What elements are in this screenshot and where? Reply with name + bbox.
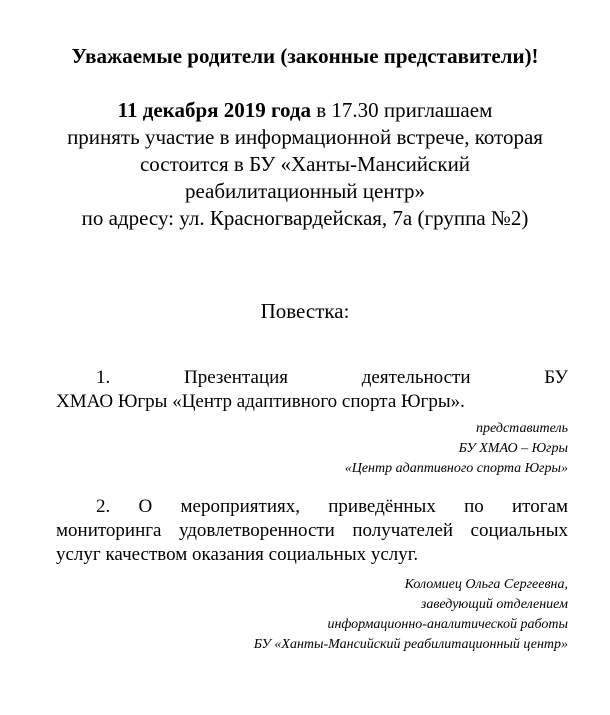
agenda-item-word: Презентация — [183, 367, 289, 388]
invitation-line-4: реабилитационный центр» — [184, 179, 426, 203]
agenda-item-1-line-2: ХМАО Югры «Центр адаптивного спорта Югры». — [56, 391, 465, 412]
agenda-item-2-line-1 — [56, 495, 568, 519]
agenda-item-2-line-2 — [56, 519, 568, 543]
agenda-item-word: итогам — [512, 496, 568, 517]
agenda-item-word: по — [464, 496, 484, 517]
speaker-line: информационно-аналитической работы — [327, 617, 568, 632]
agenda-item-number: 1. — [96, 367, 111, 388]
agenda-item-word: БУ — [544, 367, 568, 388]
speaker-line: Коломиец Ольга Сергеевна, — [404, 577, 568, 592]
meeting-address: по адресу: ул. Красногвардейская, 7а (группа №2) — [81, 206, 529, 230]
agenda-item-word: мероприятиях, — [180, 496, 300, 517]
agenda-item-word: приведённых — [328, 496, 436, 517]
speaker-line: представитель — [476, 421, 568, 436]
agenda-item-word: получателей — [352, 520, 454, 541]
speaker-line: БУ «Ханты-Мансийский реабилитационный центр» — [253, 637, 568, 652]
agenda-item-word: О — [138, 496, 153, 517]
agenda-item-word: деятельности — [361, 367, 471, 388]
invitation-line-3: состоится в БУ «Ханты-Мансийский — [139, 152, 471, 176]
speaker-line: заведующий отделением — [420, 597, 568, 612]
speaker-line: БУ ХМАО – Югры — [458, 441, 568, 456]
agenda-item-number: 2. — [96, 496, 111, 517]
meeting-date: 11 декабря 2019 года — [117, 98, 312, 122]
agenda-item-2-line-3: услуг качеством оказания социальных услуг. — [56, 544, 419, 565]
agenda-item-word: мониторинга — [56, 520, 162, 541]
notice-heading: Уважаемые родители (законные представители)! — [71, 44, 539, 68]
meeting-time: в 17.30 приглашаем — [311, 98, 493, 122]
agenda-item-1 — [56, 366, 568, 414]
agenda-item-2-speaker — [254, 575, 568, 655]
agenda-item-1-line-1 — [56, 366, 568, 390]
agenda-item-word: удовлетворенности — [178, 520, 335, 541]
agenda-title: Повестка: — [260, 299, 350, 323]
invitation-line-1 — [0, 97, 610, 124]
invitation-text — [0, 97, 610, 232]
agenda-item-word: социальных — [470, 520, 568, 541]
agenda-item-1-speaker — [345, 419, 568, 479]
invitation-line-2: принять участие в информационной встрече, которая — [67, 125, 543, 149]
speaker-line: «Центр адаптивного спорта Югры» — [344, 461, 568, 476]
agenda-item-2 — [56, 495, 568, 567]
